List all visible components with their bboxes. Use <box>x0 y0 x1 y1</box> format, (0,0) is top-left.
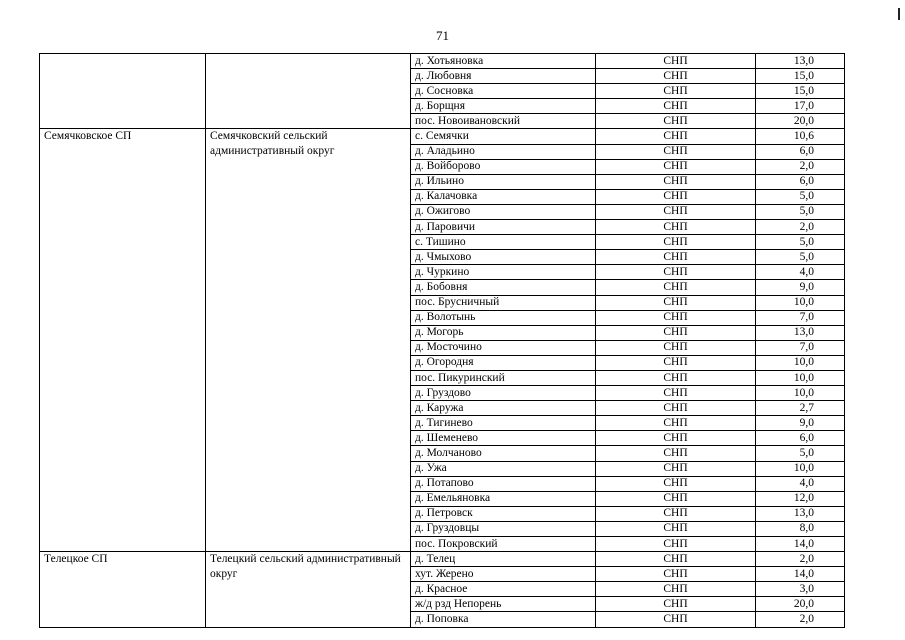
settlement-name-cell: д. Аладьино <box>411 144 596 159</box>
settlement-name-cell: д. Сосновка <box>411 84 596 99</box>
settlement-type-cell: СНП <box>596 582 756 597</box>
settlement-type-cell: СНП <box>596 537 756 552</box>
settlement-type-cell: СНП <box>596 220 756 235</box>
settlement-type-cell: СНП <box>596 99 756 114</box>
settlement-value-cell: 17,0 <box>756 99 845 114</box>
settlement-type-cell: СНП <box>596 204 756 219</box>
settlement-value-cell: 9,0 <box>756 280 845 295</box>
settlement-value-cell: 3,0 <box>756 582 845 597</box>
settlement-value-cell: 6,0 <box>756 144 845 159</box>
settlement-type-cell: СНП <box>596 506 756 521</box>
settlement-value-cell: 12,0 <box>756 491 845 506</box>
settlement-value-cell: 5,0 <box>756 189 845 204</box>
settlement-value-cell: 10,0 <box>756 295 845 310</box>
settlements-table-body <box>40 54 845 628</box>
settlement-name-cell: с. Семячки <box>411 129 596 144</box>
settlement-value-cell: 5,0 <box>756 204 845 219</box>
settlement-value-cell: 8,0 <box>756 521 845 536</box>
scan-edge-mark <box>898 8 900 20</box>
settlement-name-cell: д. Паровичи <box>411 220 596 235</box>
settlement-name-cell: д. Емельяновка <box>411 491 596 506</box>
settlement-type-cell: СНП <box>596 129 756 144</box>
settlement-type-cell: СНП <box>596 265 756 280</box>
settlement-name-cell: пос. Брусничный <box>411 295 596 310</box>
settlement-name-cell: пос. Новоивановский <box>411 114 596 129</box>
settlement-value-cell: 9,0 <box>756 416 845 431</box>
settlement-name-cell: д. Волотынь <box>411 310 596 325</box>
settlement-value-cell: 15,0 <box>756 69 845 84</box>
settlement-value-cell: 20,0 <box>756 597 845 612</box>
settlement-type-cell: СНП <box>596 340 756 355</box>
settlement-name-cell: пос. Пикуринский <box>411 370 596 385</box>
settlement-name-cell: д. Шеменево <box>411 431 596 446</box>
settlement-type-cell: СНП <box>596 476 756 491</box>
settlement-name-cell: д. Каружа <box>411 401 596 416</box>
settlement-type-cell: СНП <box>596 521 756 536</box>
settlement-name-cell: д. Ужа <box>411 461 596 476</box>
settlement-type-cell: СНП <box>596 386 756 401</box>
table-row <box>40 54 845 69</box>
settlement-name-cell: д. Ожигово <box>411 204 596 219</box>
settlement-value-cell: 2,7 <box>756 401 845 416</box>
settlement-type-cell: СНП <box>596 54 756 69</box>
settlement-name-cell: д. Калачовка <box>411 189 596 204</box>
settlement-value-cell: 6,0 <box>756 431 845 446</box>
settlement-type-cell: СНП <box>596 235 756 250</box>
settlement-name-cell: д. Могорь <box>411 325 596 340</box>
settlement-type-cell: СНП <box>596 325 756 340</box>
settlement-type-cell: СНП <box>596 280 756 295</box>
settlement-name-cell: д. Борщня <box>411 99 596 114</box>
settlement-sp-cell <box>40 54 206 129</box>
settlement-name-cell: д. Поповка <box>411 612 596 627</box>
settlement-type-cell: СНП <box>596 416 756 431</box>
settlement-sp-cell: Телецкое СП <box>40 552 206 627</box>
settlement-value-cell: 10,0 <box>756 386 845 401</box>
settlement-okrug-cell <box>206 54 411 129</box>
settlement-type-cell: СНП <box>596 174 756 189</box>
settlement-value-cell: 7,0 <box>756 310 845 325</box>
settlement-type-cell: СНП <box>596 612 756 627</box>
settlement-type-cell: СНП <box>596 69 756 84</box>
settlement-name-cell: д. Хотьяновка <box>411 54 596 69</box>
table-row <box>40 552 845 567</box>
settlement-value-cell: 2,0 <box>756 220 845 235</box>
settlement-name-cell: д. Груздово <box>411 386 596 401</box>
settlement-value-cell: 10,0 <box>756 370 845 385</box>
settlement-okrug-cell: Телецкий сельский административный округ <box>206 552 411 627</box>
settlement-sp-cell: Семячковское СП <box>40 129 206 552</box>
settlement-value-cell: 4,0 <box>756 265 845 280</box>
settlement-value-cell: 20,0 <box>756 114 845 129</box>
settlement-name-cell: д. Мосточино <box>411 340 596 355</box>
settlement-value-cell: 4,0 <box>756 476 845 491</box>
settlement-type-cell: СНП <box>596 567 756 582</box>
settlement-value-cell: 2,0 <box>756 159 845 174</box>
settlement-type-cell: СНП <box>596 446 756 461</box>
settlement-type-cell: СНП <box>596 431 756 446</box>
settlement-value-cell: 10,6 <box>756 129 845 144</box>
settlement-name-cell: пос. Покровский <box>411 537 596 552</box>
settlement-okrug-cell: Семячковский сельский административный округ <box>206 129 411 552</box>
settlement-type-cell: СНП <box>596 84 756 99</box>
settlement-name-cell: д. Петровск <box>411 506 596 521</box>
settlement-value-cell: 14,0 <box>756 567 845 582</box>
settlement-value-cell: 15,0 <box>756 84 845 99</box>
settlement-value-cell: 13,0 <box>756 506 845 521</box>
settlement-type-cell: СНП <box>596 159 756 174</box>
settlement-type-cell: СНП <box>596 310 756 325</box>
settlement-name-cell: хут. Жерено <box>411 567 596 582</box>
settlement-value-cell: 2,0 <box>756 612 845 627</box>
settlement-name-cell: д. Телец <box>411 552 596 567</box>
settlement-name-cell: д. Тигинево <box>411 416 596 431</box>
settlement-value-cell: 10,0 <box>756 355 845 370</box>
settlement-name-cell: д. Ильино <box>411 174 596 189</box>
settlement-type-cell: СНП <box>596 461 756 476</box>
settlement-name-cell: д. Войборово <box>411 159 596 174</box>
settlement-name-cell: д. Чуркино <box>411 265 596 280</box>
settlement-name-cell: д. Огородня <box>411 355 596 370</box>
settlement-type-cell: СНП <box>596 355 756 370</box>
settlement-value-cell: 5,0 <box>756 446 845 461</box>
settlement-name-cell: д. Бобовня <box>411 280 596 295</box>
settlement-type-cell: СНП <box>596 295 756 310</box>
settlement-name-cell: д. Красное <box>411 582 596 597</box>
settlement-name-cell: д. Любовня <box>411 69 596 84</box>
settlement-type-cell: СНП <box>596 552 756 567</box>
table-row <box>40 129 845 144</box>
settlement-name-cell: д. Чмыхово <box>411 250 596 265</box>
settlement-value-cell: 7,0 <box>756 340 845 355</box>
settlement-name-cell: д. Молчаново <box>411 446 596 461</box>
settlement-value-cell: 14,0 <box>756 537 845 552</box>
settlement-value-cell: 13,0 <box>756 325 845 340</box>
settlement-value-cell: 10,0 <box>756 461 845 476</box>
settlement-type-cell: СНП <box>596 114 756 129</box>
settlement-name-cell: с. Тишино <box>411 235 596 250</box>
settlement-type-cell: СНП <box>596 144 756 159</box>
settlement-type-cell: СНП <box>596 189 756 204</box>
settlement-value-cell: 5,0 <box>756 250 845 265</box>
settlement-value-cell: 13,0 <box>756 54 845 69</box>
settlement-value-cell: 5,0 <box>756 235 845 250</box>
page-number: 71 <box>436 28 449 43</box>
settlement-type-cell: СНП <box>596 370 756 385</box>
settlement-type-cell: СНП <box>596 401 756 416</box>
settlement-name-cell: д. Груздовцы <box>411 521 596 536</box>
settlement-type-cell: СНП <box>596 250 756 265</box>
settlement-name-cell: д. Потапово <box>411 476 596 491</box>
settlement-name-cell: ж/д рзд Непорень <box>411 597 596 612</box>
settlement-type-cell: СНП <box>596 491 756 506</box>
settlement-value-cell: 6,0 <box>756 174 845 189</box>
settlement-value-cell: 2,0 <box>756 552 845 567</box>
settlements-table <box>39 53 845 628</box>
settlement-type-cell: СНП <box>596 597 756 612</box>
